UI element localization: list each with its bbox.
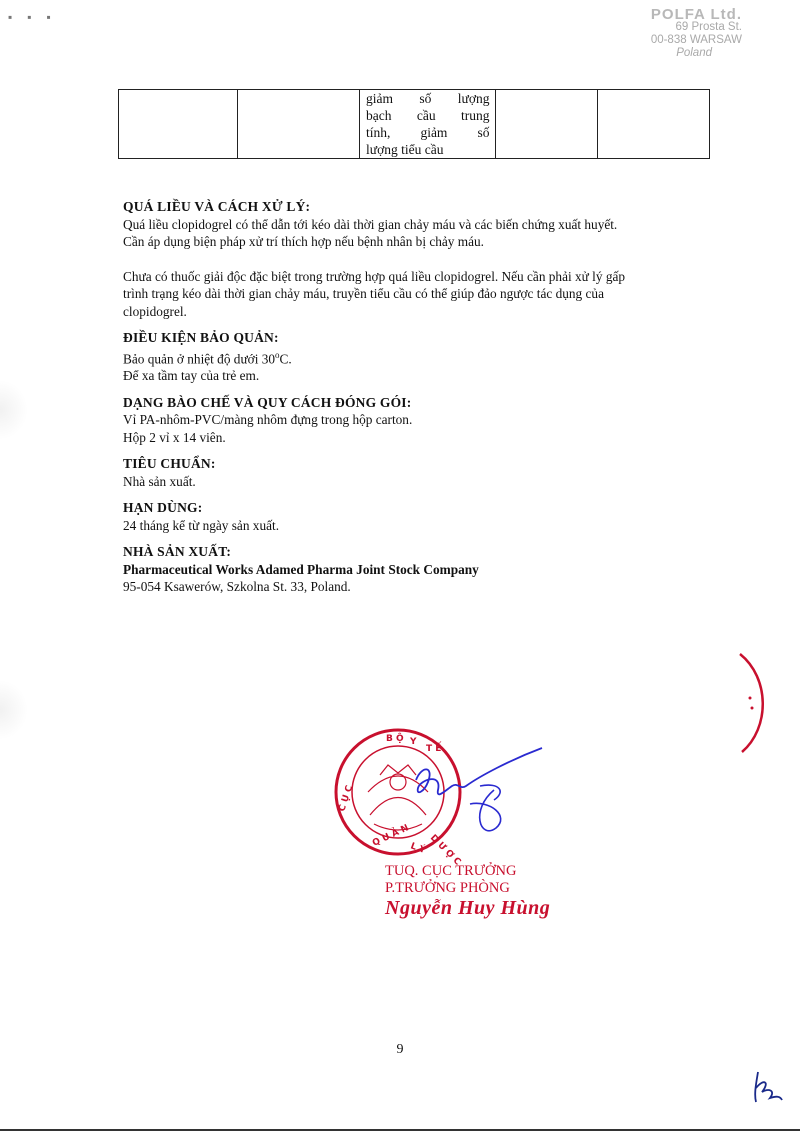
cell-line: giảm số lượng bbox=[366, 91, 490, 106]
table-cell bbox=[496, 90, 597, 159]
overdose-text: clopidogrel. bbox=[123, 303, 187, 319]
expiry-heading: HẠN DÙNG: bbox=[123, 500, 203, 516]
document-body bbox=[123, 198, 718, 596]
standard-heading: TIÊU CHUẨN: bbox=[123, 456, 216, 472]
overdose-text: Cần áp dụng biện pháp xử trí thích hợp nếu bệnh nhân bị chảy máu. bbox=[123, 234, 484, 249]
storage-text bbox=[123, 347, 718, 368]
overdose-text: Quá liều clopidogrel có thể dẫn tới kéo dài thời gian chảy máu và các biến chứng xuất huyết. bbox=[123, 216, 618, 232]
company-address-stamp bbox=[592, 8, 742, 60]
signatory-position: P.TRƯỞNG PHÒNG bbox=[385, 880, 510, 896]
stamp-country: Poland bbox=[676, 47, 712, 59]
packaging-text: Hộp 2 vỉ x 14 viên. bbox=[123, 429, 226, 445]
manufacturer-name: Pharmaceutical Works Adamed Pharma Joint Stock Company bbox=[123, 561, 479, 577]
partial-stamp-mark-icon bbox=[730, 648, 780, 758]
stamp-street: 69 Prosta St. bbox=[675, 21, 742, 33]
page-number: 9 bbox=[396, 1042, 404, 1057]
storage-text: Để xa tầm tay của trẻ em. bbox=[123, 368, 260, 384]
table-cell-effects bbox=[360, 90, 496, 159]
stamp-company-name: POLFA Ltd. bbox=[650, 6, 742, 23]
overdose-text: Chưa có thuốc giải độc đặc biệt trong trường hợp quá liều clopidogrel. Nếu cần phải xử lý gấp bbox=[123, 268, 626, 284]
handwritten-initials-icon bbox=[748, 1068, 788, 1108]
overdose-heading: QUÁ LIỀU VÀ CÁCH XỬ LÝ: bbox=[123, 199, 311, 214]
cell-line: bạch cầu trung bbox=[366, 108, 490, 123]
manufacturer-heading: NHÀ SẢN XUẤT: bbox=[123, 544, 232, 560]
signatory-title: TUQ. CỤC TRƯỞNG bbox=[385, 863, 517, 879]
svg-text:C Ụ C: C Ụ C bbox=[337, 784, 356, 813]
scan-shadow bbox=[0, 380, 28, 440]
table-row bbox=[119, 90, 710, 159]
storage-heading: ĐIỀU KIỆN BẢO QUẢN: bbox=[123, 330, 279, 345]
official-seal-icon bbox=[330, 720, 570, 870]
table-cell bbox=[238, 90, 360, 159]
degree-symbol: o bbox=[275, 349, 280, 360]
svg-text:D Ư Ợ C: D Ư Ợ C bbox=[427, 833, 463, 868]
packaging-text: Vỉ PA-nhôm-PVC/màng nhôm đựng trong hộp carton. bbox=[123, 412, 413, 428]
svg-text:L Ý: L Ý bbox=[408, 841, 427, 857]
overdose-text: trình trạng kéo dài thời gian chảy máu, truyền tiểu cầu có thể giúp đảo ngược tác dụng của bbox=[123, 286, 604, 301]
table-cell bbox=[597, 90, 709, 159]
expiry-text: 24 tháng kể từ ngày sản xuất. bbox=[123, 517, 280, 533]
svg-text:T Ế: T Ế bbox=[426, 744, 442, 754]
stamp-city: 00-838 WARSAW bbox=[650, 34, 742, 46]
svg-text:B Ộ: B Ộ bbox=[386, 734, 404, 744]
storage-temp-text: Bảo quản ở nhiệt độ dưới 30 bbox=[123, 350, 276, 366]
manufacturer-address: 95-054 Ksawerów, Szkolna St. 33, Poland. bbox=[123, 579, 351, 595]
continued-table bbox=[118, 89, 710, 159]
page-bottom-edge bbox=[0, 1129, 800, 1131]
storage-temp-unit: C. bbox=[279, 350, 292, 366]
cell-line: tính, giảm số bbox=[366, 125, 490, 140]
scan-shadow bbox=[0, 680, 28, 740]
signature-block bbox=[385, 863, 585, 917]
svg-text:Y: Y bbox=[410, 737, 417, 747]
signatory-name: Nguyễn Huy Hùng bbox=[385, 897, 551, 919]
scan-dots: ▪ ▪ ▪ bbox=[8, 10, 57, 24]
table-cell bbox=[119, 90, 238, 159]
cell-line: lượng tiểu cầu bbox=[366, 142, 444, 157]
packaging-heading: DẠNG BÀO CHẾ VÀ QUY CÁCH ĐÓNG GÓI: bbox=[123, 394, 412, 410]
standard-text: Nhà sản xuất. bbox=[123, 473, 196, 489]
svg-text:Q U Ả N: Q U Ả N bbox=[371, 823, 411, 849]
